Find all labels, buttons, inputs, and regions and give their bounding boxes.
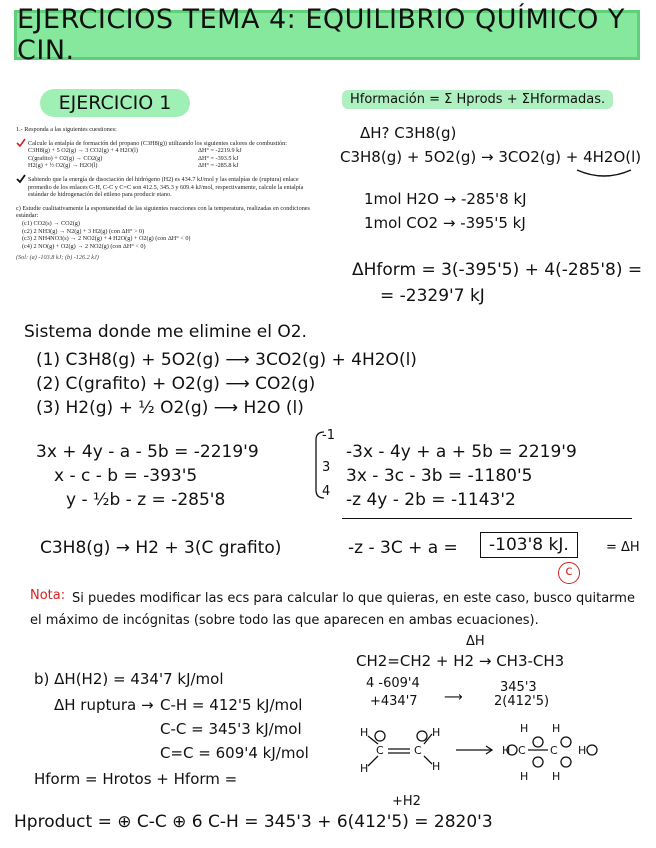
system-equation-3: (3) H2(g) + ½ O2(g) ⟶ H2O (l) — [36, 398, 304, 418]
bracket — [314, 430, 326, 500]
h2o-enthalpy: 1mol H2O → -285'8 kJ — [364, 190, 527, 208]
co2-enthalpy: 1mol CO2 → -395'5 kJ — [364, 214, 526, 232]
svg-text:H: H — [520, 770, 529, 783]
hform-line-2: = -2329'7 kJ — [380, 286, 485, 306]
reaction-dh: ΔH — [466, 634, 485, 649]
multiplier-3: 4 — [322, 484, 331, 499]
result-tag: = ΔH — [606, 540, 640, 555]
question-c-lead: c) Estudie cualitativamente la espontaneidad de las siguientes reacciones con la temperatura, realizadas en condiciones estándar: — [16, 204, 310, 220]
combustion-equation: C3H8(g) + 5O2(g) → 3CO2(g) + 4H2O(l) — [340, 148, 642, 166]
printed-question — [16, 126, 316, 262]
question-a — [16, 140, 316, 170]
note-text: Si puedes modificar las ecs para calcular lo que quieras, en este caso, busco quitarme el máximo de incógnitas (sobre todo las que aparecen en ambas ecuaciones). — [30, 591, 635, 628]
svg-text:C: C — [414, 744, 422, 757]
h2-over-label: +H2 — [392, 794, 421, 809]
hydrogenation-reaction: CH2=CH2 + H2 → CH3-CH3 — [356, 652, 565, 670]
linear-eq-3: y - ½b - z = -285'8 — [66, 490, 226, 510]
solution-line: (Sol: (a) -103.8 kJ; (b) -126.2 kJ) — [16, 254, 99, 262]
molecule-sketch — [352, 722, 642, 792]
hproduct-line: Hproduct = ⊕ C-C ⊕ 6 C-H = 345'3 + 6(412'5) = 2820'3 — [14, 812, 493, 832]
question-a-lead: Calcule la entalpía de formación del propano (C3H8(g)) utilizando los siguientes calores de combustión: — [28, 139, 287, 147]
black-check-icon — [16, 174, 26, 184]
svg-text:H: H — [360, 726, 369, 739]
calc-right-1: 345'3 — [500, 680, 537, 695]
system-equation-2: (2) C(grafito) + O2(g) ⟶ CO2(g) — [36, 374, 316, 394]
question-c-item: (c4) 2 NO(g) + O2(g) → 2 NO2(g) (con ΔH° < 0) — [22, 242, 146, 250]
svg-text:H: H — [502, 744, 511, 757]
exercise-label-text: EJERCICIO 1 — [58, 92, 172, 114]
sum-line — [342, 518, 632, 519]
bond-ch: C-H = 412'5 kJ/mol — [160, 696, 303, 714]
calc-left-1: 4 -609'4 — [366, 676, 420, 691]
svg-text:H: H — [578, 744, 587, 757]
svg-text:H: H — [360, 762, 369, 775]
question-c-item: (c1) CO2(s) → CO2(g) — [22, 219, 80, 227]
svg-text:C: C — [376, 744, 384, 757]
combustion-row: C(grafito) + O2(g) → CO2(g) ΔH° = -393.5 kJ — [28, 154, 239, 162]
bond-cdc: C=C = 609'4 kJ/mol — [160, 744, 309, 762]
question-c-item: (c3) 2 NH4NO3(s) → 2 NO2(g) + 4 H2O(g) + O2(g) (con ΔH° < 0) — [22, 235, 191, 243]
question-b-lead: Sabiendo que la energía de disociación del hidrógeno (H2) es 434.7 kJ/mol y las entalpías de (ruptura) enlace promedio de los enlaces C-H, C-C y C=C son 412.5, 345.3 y 609.4 kJ/mol, respectivamente, calcule la entalpía estándar de hidrogenación del etileno para producir etano. — [28, 175, 304, 199]
hform-line-1: ΔHform = 3(-395'5) + 4(-285'8) = — [352, 260, 643, 280]
scaled-eq-2: 3x - 3c - 3b = -1180'5 — [346, 466, 533, 486]
hform-line: Hform = Hrotos + Hform = — [34, 770, 238, 788]
calc-arrow: ⟶ — [444, 690, 463, 705]
svg-text:H: H — [552, 722, 561, 735]
target-reaction: C3H8(g) → H2 + 3(C grafito) — [40, 538, 282, 558]
svg-text:H: H — [432, 726, 441, 739]
bond-cc: C-C = 345'3 kJ/mol — [160, 720, 302, 738]
svg-text:C: C — [518, 744, 526, 757]
combustion-row: H2(g) + ½ O2(g) → H2O(l) ΔH° = -285.8 kJ — [28, 162, 239, 170]
svg-text:C: C — [550, 744, 558, 757]
question-c — [16, 205, 316, 251]
svg-text:H: H — [432, 760, 441, 773]
dh-question: ΔH? C3H8(g) — [360, 124, 457, 142]
result-box: -103'8 kJ. — [480, 532, 578, 558]
question-c-item: (c2) 2 NH3(g) → N2(g) + 3 H2(g) (con ΔH° > 0) — [22, 227, 145, 235]
scaled-eq-1: -3x - 4y + a + 5b = 2219'9 — [346, 442, 577, 462]
part-b-label: b) ΔH(H2) = 434'7 kJ/mol — [34, 670, 224, 688]
linear-eq-2: x - c - b = -393'5 — [54, 466, 198, 486]
page-title: EJERCICIOS TEMA 4: EQUILIBRIO QUÍMICO Y CIN. — [17, 4, 625, 66]
system-note: Sistema donde me elimine el O2. — [24, 322, 307, 342]
svg-text:H: H — [552, 770, 561, 783]
multiplier-1: -1 — [322, 428, 335, 443]
svg-text:H: H — [520, 722, 529, 735]
combustion-row: C3H8(g) + 5 O2(g) → 3 CO2(g) + 4 H2O(l) ΔH° = -2219.9 kJ — [28, 147, 242, 155]
title-banner — [14, 4, 640, 66]
red-check-icon — [16, 138, 26, 148]
question-intro: 1.- Responda a las siguientes cuestiones: — [16, 126, 117, 133]
linear-eq-1: 3x + 4y - a - 5b = -2219'9 — [36, 442, 259, 462]
exercise-label — [40, 89, 190, 117]
calc-left-2: +434'7 — [370, 694, 418, 709]
answer-circle: c — [558, 562, 580, 584]
rupture-label: ΔH ruptura → — [54, 696, 154, 714]
scaled-eq-3: -z 4y - 2b = -1143'2 — [346, 490, 516, 510]
result-lhs: -z - 3C + a = — [348, 538, 458, 558]
formation-formula: Hformación = Σ Hprods + ΣHformadas. — [342, 90, 613, 109]
note-label: Nota: — [30, 588, 66, 603]
question-b — [16, 176, 316, 199]
system-equation-1: (1) C3H8(g) + 5O2(g) ⟶ 3CO2(g) + 4H2O(l) — [36, 350, 417, 370]
underline-brace — [575, 168, 633, 180]
calc-right-2: 2(412'5) — [494, 694, 550, 709]
multiplier-2: 3 — [322, 460, 331, 475]
